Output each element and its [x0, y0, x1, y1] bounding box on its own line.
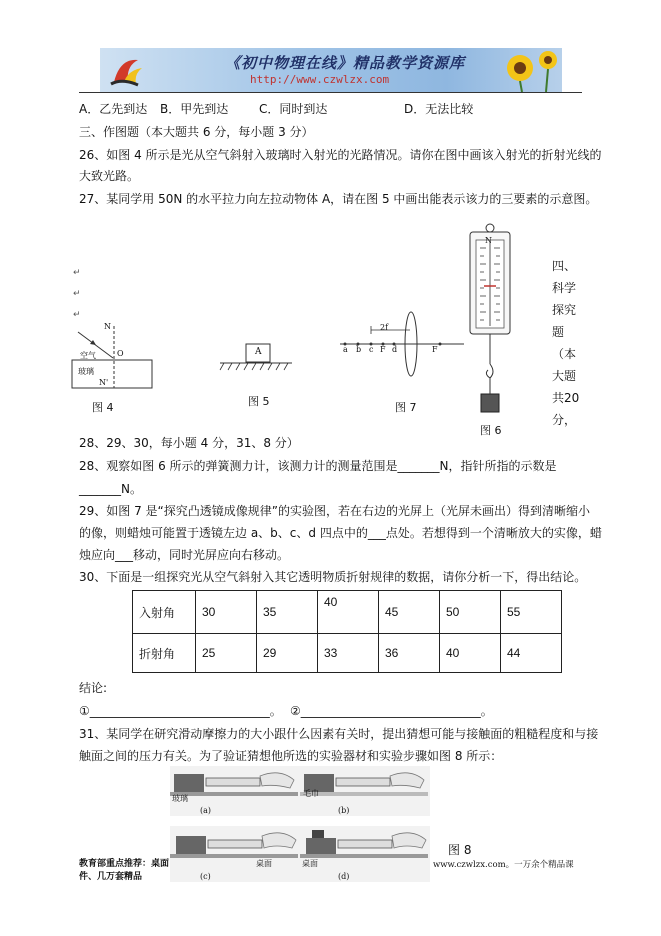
table-cell: 44	[501, 634, 562, 673]
fig8-d-label: 桌面	[302, 859, 318, 868]
table-cell: 50	[440, 591, 501, 634]
table-cell: 30	[196, 591, 257, 634]
fig8-photo-a	[170, 766, 300, 816]
table-cell: 40	[318, 591, 379, 634]
q26-line1: 26、如图 4 所示是光从空气斜射入玻璃时入射光的光路情况。请你在图中画该入射光的折射光线的	[79, 148, 602, 162]
section4-side-5: 大题	[552, 369, 577, 383]
fig8-photo-b	[300, 766, 430, 816]
fig8-caption: 图 8	[448, 843, 472, 857]
fig4-glass-label: 玻璃	[78, 367, 94, 376]
footer-right: www.czwlzx.com。一万余个精品课	[433, 860, 574, 870]
figure-6-spring-scale	[466, 222, 514, 418]
fig7-point-c: c	[369, 345, 374, 354]
sunflower-icon	[500, 48, 562, 92]
fig5-caption: 图 5	[248, 395, 270, 408]
conclusion-blank-1: ①______________________________。	[79, 704, 282, 718]
fig8-c-sub: (c)	[200, 872, 211, 881]
q29-line2: 的像，则蜡烛可能置于透镜左边 a、b、c、d 四点中的___点处。若想得到一个清晰放大的实像，蜡	[79, 526, 602, 540]
q29-line1: 29、如图 7 是“探究凸透镜成像规律”的实验图，若在右边的光屏上（光屏未画出）得到清晰缩小	[79, 504, 590, 518]
section4-side-2: 探究	[552, 303, 577, 317]
q28-line1: 28、观察如图 6 所示的弹簧测力计，该测力计的测量范围是_______N，指针所指的示数是	[79, 459, 557, 473]
option-c: C．同时到达	[259, 102, 328, 116]
fig8-c-drawing	[170, 826, 300, 882]
table-cell: 33	[318, 634, 379, 673]
fig8-b-drawing	[300, 766, 430, 816]
fig7-point-a: a	[343, 345, 348, 354]
section4-side-1: 科学	[552, 281, 577, 295]
q26-line2: 大致光路。	[79, 169, 140, 183]
banner-title: 《初中物理在线》精品教学资源库	[225, 54, 466, 72]
option-d: D．无法比较	[404, 102, 474, 116]
q30-text: 30、下面是一组探究光从空气斜射入其它透明物质折射规律的数据，请你分析一下，得出结论。	[79, 570, 587, 584]
fig7-point-b: b	[356, 345, 362, 354]
fig7-2f-label: 2f	[380, 323, 389, 332]
section4-side-4: （本	[552, 347, 577, 361]
fig8-b-sub: (b)	[338, 806, 350, 815]
figure-5-diagram	[218, 340, 294, 374]
fig7-caption: 图 7	[395, 401, 417, 414]
table-cell: 29	[257, 634, 318, 673]
option-b: B．甲先到达	[160, 102, 229, 116]
fig8-d-sub: (d)	[338, 872, 350, 881]
fig7-point-f-right: F	[432, 345, 438, 354]
q29-line3: 烛应向___移动，同时光屏应向右移动。	[79, 548, 290, 562]
fig4-caption: 图 4	[92, 401, 114, 414]
refraction-table	[132, 590, 562, 673]
section3-heading: 三、作图题（本大题共 6 分，每小题 3 分）	[79, 125, 314, 139]
fig6-caption: 图 6	[480, 424, 502, 437]
q31-line1: 31、某同学在研究滑动摩擦力的大小跟什么因素有关时，提出猜想可能与接触面的粗糙程度和与接	[79, 727, 599, 741]
section4-side-6: 共20	[552, 391, 580, 405]
fig8-photo-c	[170, 826, 300, 882]
table-cell: 35	[257, 591, 318, 634]
fig8-d-drawing	[300, 826, 430, 882]
fig7-point-d: d	[392, 345, 398, 354]
table-row	[133, 591, 562, 634]
paragraph-mark: ↵	[73, 310, 81, 320]
fig4-n-label: N	[104, 322, 111, 331]
table-cell: 36	[379, 634, 440, 673]
section4-side-7: 分，	[552, 413, 577, 427]
fig6-n-label: N	[485, 236, 492, 245]
fig7-point-f-left: F	[380, 345, 386, 354]
fig4-o-label: O	[117, 349, 124, 358]
table-row-label: 入射角	[133, 591, 196, 634]
conclusion-label: 结论:	[79, 681, 108, 695]
paragraph-mark: ↵	[73, 268, 81, 278]
section4-continued: 28、29、30，每小题 4 分，31、8 分）	[79, 436, 299, 450]
header-divider	[79, 92, 582, 93]
fig8-photo-d	[300, 826, 430, 882]
fig8-c-label: 桌面	[256, 859, 272, 868]
footer-left-2: 件、几万套精品	[79, 872, 143, 882]
fig8-a-drawing	[170, 766, 300, 816]
header-banner	[100, 48, 562, 92]
table-cell: 55	[501, 591, 562, 634]
fig8-a-sub: (a)	[200, 806, 212, 815]
logo-icon	[108, 52, 148, 88]
section4-side-0: 四、	[552, 259, 577, 273]
table-cell: 40	[440, 634, 501, 673]
figure-7-diagram	[336, 306, 466, 382]
table-row-label: 折射角	[133, 634, 196, 673]
q27: 27、某同学用 50N 的水平拉力向左拉动物体 A，请在图 5 中画出能表示该力的三要素的示意图。	[79, 192, 598, 206]
fig4-air-label: 空气	[80, 351, 96, 360]
conclusion-blank-2: ②______________________________。	[290, 704, 493, 718]
banner-url: http://www.czwlzx.com	[250, 73, 390, 86]
fig4-n-prime-label: N'	[99, 378, 109, 387]
table-cell: 25	[196, 634, 257, 673]
footer-left-1: 教育部重点推荐：桌面	[79, 859, 170, 869]
section4-side-3: 题	[552, 325, 565, 339]
option-a: A．乙先到达	[79, 102, 148, 116]
fig5-block-label: A	[255, 347, 262, 357]
paragraph-mark: ↵	[73, 289, 81, 299]
table-cell: 45	[379, 591, 440, 634]
q28-line2: _______N。	[79, 482, 142, 496]
fig8-b-label: 毛巾	[303, 789, 319, 798]
fig8-a-label: 玻璃	[172, 794, 188, 803]
table-row	[133, 634, 562, 673]
q31-line2: 触面之间的压力有关。为了验证猜想他所选的实验器材和实验步骤如图 8 所示：	[79, 749, 503, 763]
